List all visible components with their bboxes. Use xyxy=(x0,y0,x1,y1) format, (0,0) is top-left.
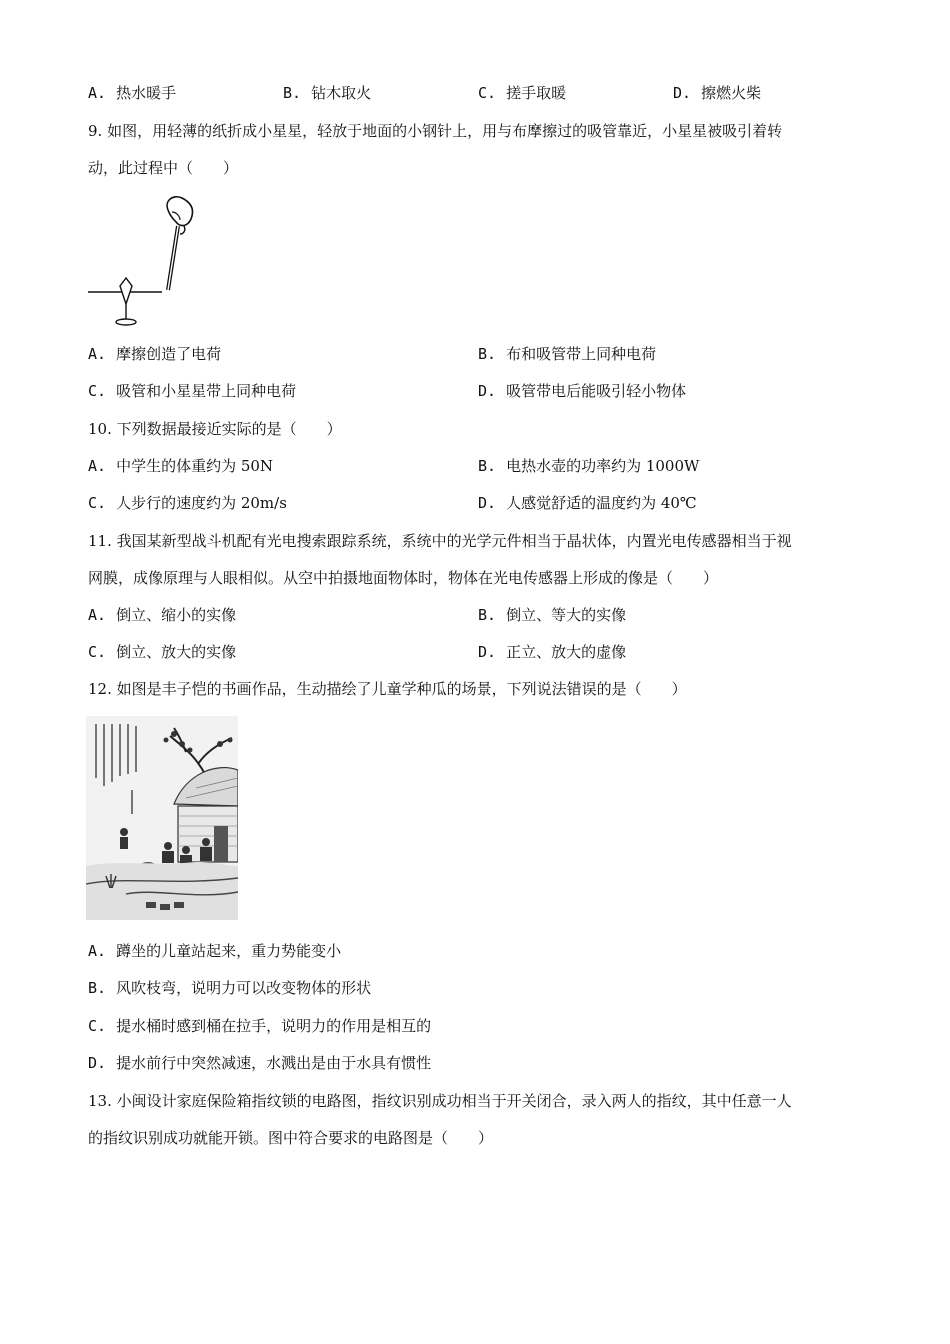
q12-figure-painting xyxy=(86,716,238,920)
q10-option-a[interactable]: A. 中学生的体重约为 50N xyxy=(88,457,274,475)
q12-stem: 12. 如图是丰子恺的书画作品，生动描绘了儿童学种瓜的场景，下列说法错误的是（ ） xyxy=(88,680,687,698)
q9-options-row2 xyxy=(88,380,868,401)
q9-options-row1 xyxy=(88,343,868,364)
q11-option-d[interactable]: D. 正立、放大的虚像 xyxy=(478,643,627,661)
q9-stem-line2: 动，此过程中（ ） xyxy=(88,159,239,177)
q10-options-row2 xyxy=(88,492,868,513)
q10-option-b[interactable]: B. 电热水壶的功率约为 1000W xyxy=(478,457,700,475)
q9-option-d[interactable]: D. 吸管带电后能吸引轻小物体 xyxy=(478,382,687,400)
q11-stem-line1: 11. 我国某新型战斗机配有光电搜索跟踪系统，系统中的光学元件相当于晶状体，内置光电传感器相当于视 xyxy=(88,532,792,550)
q12-option-c[interactable]: C. 提水桶时感到桶在拉手，说明力的作用是相互的 xyxy=(88,1017,432,1035)
q10-options-row1 xyxy=(88,455,868,476)
q12-option-d[interactable]: D. 提水前行中突然减速，水溅出是由于水具有惯性 xyxy=(88,1054,432,1072)
q11-option-a[interactable]: A. 倒立、缩小的实像 xyxy=(88,606,237,624)
q8-option-d[interactable]: D. 擦燃火柴 xyxy=(673,84,762,102)
q9-stem-line1: 9. 如图，用轻薄的纸折成小星星，轻放于地面的小钢针上，用与布摩擦过的吸管靠近，小星星被吸引着转 xyxy=(88,122,783,140)
q8-option-b[interactable]: B. 钻木取火 xyxy=(283,84,372,102)
q13-stem-line1: 13. 小闽设计家庭保险箱指纹锁的电路图，指纹识别成功相当于开关闭合，录入两人的指纹，其中任意一人 xyxy=(88,1092,792,1110)
q12-option-b[interactable]: B. 风吹枝弯，说明力可以改变物体的形状 xyxy=(88,979,372,997)
q9-option-a[interactable]: A. 摩擦创造了电荷 xyxy=(88,345,222,363)
q13-stem-line2: 的指纹识别成功就能开锁。图中符合要求的电路图是（ ） xyxy=(88,1129,494,1147)
q12-option-a[interactable]: A. 蹲坐的儿童站起来，重力势能变小 xyxy=(88,942,342,960)
q11-options-row2 xyxy=(88,641,868,662)
q10-stem: 10. 下列数据最接近实际的是（ ） xyxy=(88,420,342,438)
q11-option-c[interactable]: C. 倒立、放大的实像 xyxy=(88,643,237,661)
q10-option-c[interactable]: C. 人步行的速度约为 20m/s xyxy=(88,494,287,512)
q9-option-c[interactable]: C. 吸管和小星星带上同种电荷 xyxy=(88,382,297,400)
q8-options xyxy=(88,82,868,103)
q8-option-a[interactable]: A. 热水暖手 xyxy=(88,84,177,102)
q11-stem-line2: 网膜，成像原理与人眼相似。从空中拍摄地面物体时，物体在光电传感器上形成的像是（ ） xyxy=(88,569,719,587)
q11-option-b[interactable]: B. 倒立、等大的实像 xyxy=(478,606,627,624)
q9-figure-straw-star xyxy=(86,190,196,330)
q11-options-row1 xyxy=(88,604,868,625)
q8-option-c[interactable]: C. 搓手取暖 xyxy=(478,84,567,102)
q10-option-d[interactable]: D. 人感觉舒适的温度约为 40℃ xyxy=(478,494,697,512)
q9-option-b[interactable]: B. 布和吸管带上同种电荷 xyxy=(478,345,657,363)
